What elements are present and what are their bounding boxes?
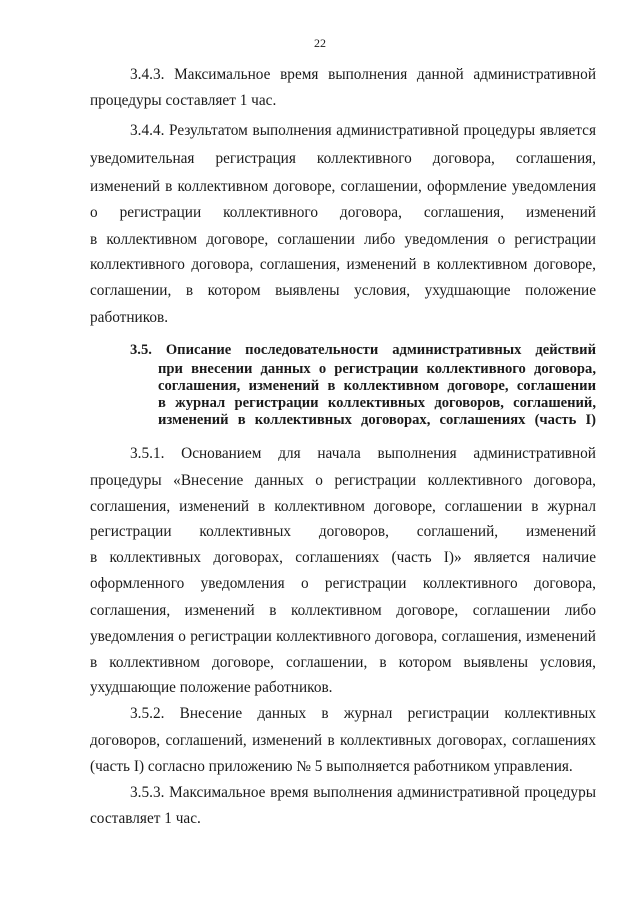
paragraph-3-5-1-line-7: соглашения, изменений в коллективном договоре, соглашении либо <box>90 602 596 619</box>
paragraph-3-5-2-line-3: (часть I) согласно приложению № 5 выполняется работником управления. <box>90 758 573 775</box>
section-3-5-heading-line-3: соглашения, изменений в коллективном договоре, соглашении <box>158 378 596 394</box>
paragraph-3-5-1-line-3: соглашения, изменений в коллективном договоре, соглашении в журнал <box>90 498 596 515</box>
paragraph-3-4-3-line-2: процедуры составляет 1 час. <box>90 92 277 109</box>
paragraph-3-5-1-line-9: в коллективном договоре, соглашении, в котором выявлены условия, <box>90 654 596 671</box>
paragraph-3-4-4-line-4: о регистрации коллективного договора, соглашения, изменений <box>90 204 596 221</box>
paragraph-3-5-1-line-4: регистрации коллективных договоров, соглашений, изменений <box>90 523 596 540</box>
paragraph-3-4-4-line-5: в коллективном договоре, соглашении либо уведомления о регистрации <box>90 231 596 248</box>
paragraph-3-4-4-line-6: коллективного договора, соглашения, изменений в коллективном договоре, <box>90 256 596 273</box>
paragraph-3-5-1-line-6: оформленного уведомления о регистрации коллективного договора, <box>90 575 596 592</box>
paragraph-3-5-3-line-2: составляет 1 час. <box>90 810 201 827</box>
paragraph-3-4-4-line-1: 3.4.4. Результатом выполнения административной процедуры является <box>130 122 596 139</box>
paragraph-3-5-2-line-2: договоров, соглашений, изменений в коллективных договорах, соглашениях <box>90 732 596 749</box>
paragraph-3-5-3-line-1: 3.5.3. Максимальное время выполнения административной процедуры <box>130 784 596 801</box>
page-number: 22 <box>314 36 326 50</box>
paragraph-3-5-2-line-1: 3.5.2. Внесение данных в журнал регистрации коллективных <box>130 705 596 722</box>
paragraph-3-4-4-line-8: работников. <box>90 309 169 326</box>
paragraph-3-4-4-line-2: уведомительная регистрация коллективного договора, соглашения, <box>90 150 596 167</box>
section-3-5-heading-line-1: 3.5. Описание последовательности административных действий <box>130 342 596 358</box>
section-3-5-heading-line-5: изменений в коллективных договорах, соглашениях (часть I) <box>158 412 596 428</box>
section-3-5-heading-line-4: в журнал регистрации коллективных договоров, соглашений, <box>158 395 596 411</box>
paragraph-3-5-1-line-8: уведомления о регистрации коллективного договора, соглашения, изменений <box>90 628 596 645</box>
paragraph-3-4-4-line-3: изменений в коллективном договоре, соглашении, оформление уведомления <box>90 178 596 195</box>
paragraph-3-4-4-line-7: соглашении, в котором выявлены условия, ухудшающие положение <box>90 282 596 299</box>
paragraph-3-5-1-line-1: 3.5.1. Основанием для начала выполнения административной <box>130 445 596 462</box>
paragraph-3-5-1-line-5: в коллективных договорах, соглашениях (часть I)» является наличие <box>90 549 596 566</box>
paragraph-3-5-1-line-10: ухудшающие положение работников. <box>90 679 333 696</box>
paragraph-3-5-1-line-2: процедуры «Внесение данных о регистрации коллективного договора, <box>90 472 596 489</box>
section-3-5-heading-line-2: при внесении данных о регистрации коллективного договора, <box>158 361 596 377</box>
paragraph-3-4-3-line-1: 3.4.3. Максимальное время выполнения данной административной <box>130 66 596 83</box>
